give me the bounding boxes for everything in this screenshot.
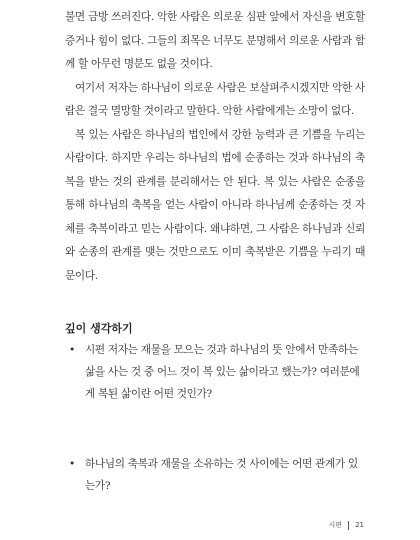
running-title: 시편 [328, 521, 343, 529]
paragraph: 복 있는 사람은 하나님의 법인에서 강한 능력과 큰 기쁨을 누리는 사람이다. 하지만 우리는 하나님의 법에 순종하는 것과 하나님의 축복을 받는 것의 관계를 분리해서는 안 된다. 복 있는 사람은 순종을 통해 하나님의 축복을 얻는 사람이 아니라 하나님께 순종하는 것 자체를 축복이라고 믿는 사람이다. 왜냐하면, 그 사람은 하나님과 신뢰와 순종의 관계를 맺는 것만으로도 이미 축복받은 기쁨을 누리기 때문이다. [65, 128, 365, 282]
paragraph: 불면 금방 쓰러진다. 악한 사람은 의로운 심판 앞에서 자신을 변호할 증거나 힘이 없다. 그들의 죄목은 너무도 분명해서 의로운 사람과 함께 할 아무런 명분도 없을 것이다. [65, 11, 365, 70]
bullet-icon: • [69, 344, 75, 356]
body-text [65, 6, 365, 288]
question-text: 하나님의 축복과 재물을 소유하는 것 사이에는 어떤 관계가 있는가? [85, 458, 358, 492]
page-footer [329, 520, 364, 530]
question-list [65, 339, 365, 497]
footer-divider [348, 521, 349, 530]
question-text: 시편 저자는 재물을 모으는 것과 하나님의 뜻 안에서 만족하는 삶을 사는 것 중 어느 것이 복 있는 삶이라고 했는가? 여러분에게 복된 삶이란 어떤 것인가? [85, 344, 360, 400]
question-item [65, 453, 365, 497]
section-title: 깊이 생각하기 [65, 322, 133, 335]
page-number: 21 [355, 521, 364, 529]
question-item [65, 339, 365, 405]
bullet-icon: • [69, 458, 75, 470]
paragraph: 여기서 저자는 하나님이 의로운 사람은 보살펴주시겠지만 악한 사람은 결국 멸망할 것이라고 말한다. 악한 사람에게는 소망이 없다. [65, 81, 365, 117]
